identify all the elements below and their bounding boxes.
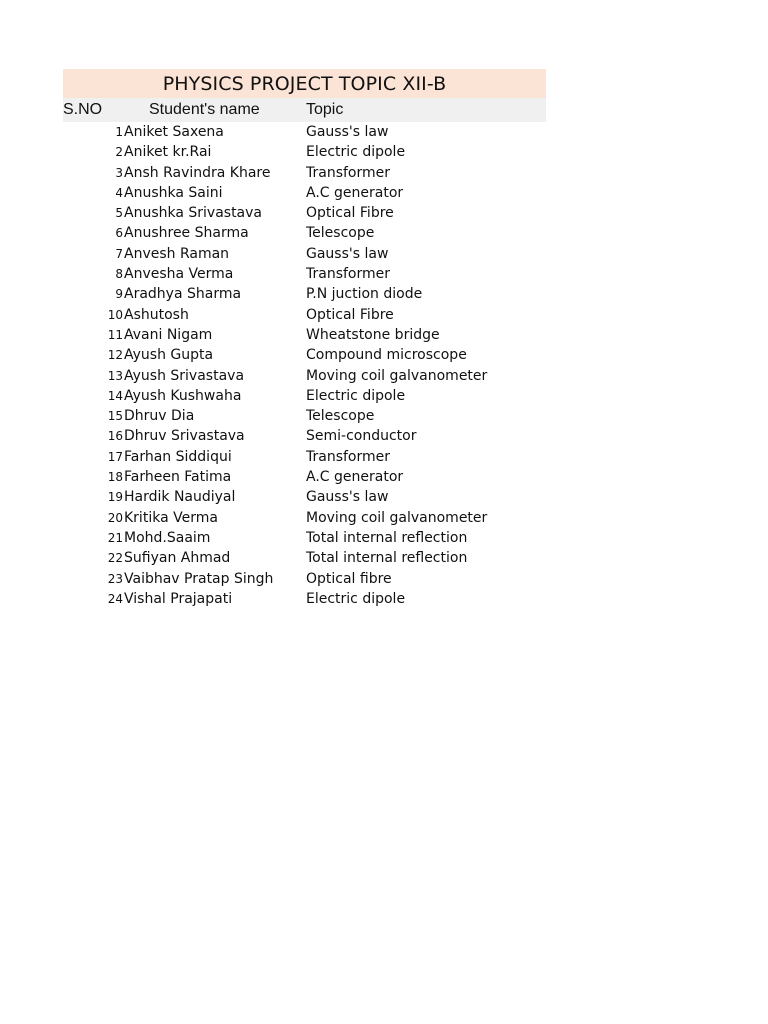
table-row <box>63 569 546 589</box>
project-topic: Moving coil galvanometer <box>306 367 488 384</box>
table-row <box>63 426 546 446</box>
sheet-title: PHYSICS PROJECT TOPIC XII-B <box>63 69 546 98</box>
student-name: Aniket Saxena <box>124 124 224 140</box>
serial-number: 3 <box>115 165 123 180</box>
project-topic: Optical Fibre <box>306 306 394 323</box>
project-topic: P.N juction diode <box>306 286 423 303</box>
student-name: Mohd.Saaim <box>124 529 211 546</box>
project-topic: A.C generator <box>306 469 404 486</box>
project-topic: Total internal reflection <box>306 550 468 567</box>
student-name: Anvesha Verma <box>124 266 234 283</box>
serial-number: 4 <box>115 185 123 200</box>
table-row <box>63 548 546 568</box>
project-topic: Gauss's law <box>306 124 389 140</box>
table-row <box>63 589 546 609</box>
student-name: Ashutosh <box>124 306 189 323</box>
student-name: Avani Nigam <box>124 326 213 343</box>
serial-number: 23 <box>107 571 123 586</box>
topic-column-header: Topic <box>306 101 344 118</box>
serial-number: 13 <box>107 368 123 383</box>
serial-number: 7 <box>115 246 123 261</box>
student-name: Anushka Srivastava <box>124 205 263 222</box>
project-topic: Transformer <box>306 448 391 465</box>
project-topic-sheet <box>63 69 546 609</box>
project-topic: Telescope <box>306 225 375 242</box>
student-name: Dhruv Dia <box>124 408 195 425</box>
serial-number: 18 <box>107 470 123 485</box>
serial-number: 21 <box>107 530 123 545</box>
project-topic: Semi-conductor <box>306 428 417 445</box>
column-header-row <box>63 98 546 122</box>
project-topic: Transformer <box>306 266 391 283</box>
student-name: Ayush Srivastava <box>124 367 245 384</box>
table-row <box>63 386 546 406</box>
student-name: Vaibhav Pratap Singh <box>124 570 274 587</box>
student-name: Farheen Fatima <box>124 469 232 486</box>
project-topic: Gauss's law <box>306 245 389 262</box>
student-name: Farhan Siddiqui <box>124 448 232 465</box>
project-topic: Electric dipole <box>306 144 406 161</box>
student-name: Anushree Sharma <box>124 225 249 242</box>
student-name: Hardik Naudiyal <box>124 489 236 506</box>
serial-number: 14 <box>107 388 123 403</box>
table-row <box>63 508 546 528</box>
project-topic: Moving coil galvanometer <box>306 509 488 526</box>
serial-number: 10 <box>107 307 123 322</box>
table-row <box>63 244 546 264</box>
student-rows <box>63 122 546 609</box>
student-name: Ayush Kushwaha <box>124 387 242 404</box>
project-topic: A.C generator <box>306 184 404 201</box>
serial-number: 22 <box>107 551 123 566</box>
serial-number: 6 <box>115 226 123 241</box>
serial-number: 8 <box>115 267 123 282</box>
table-row <box>63 366 546 386</box>
student-name: Kritika Verma <box>124 509 218 526</box>
table-row <box>63 264 546 284</box>
student-name: Anvesh Raman <box>124 245 230 262</box>
student-name: Aradhya Sharma <box>124 286 242 303</box>
sno-column-header: S.NO <box>63 101 103 118</box>
table-row <box>63 345 546 365</box>
table-row <box>63 467 546 487</box>
table-row <box>63 406 546 426</box>
student-name: Ayush Gupta <box>124 347 214 364</box>
table-row <box>63 223 546 243</box>
student-name: Vishal Prajapati <box>124 590 233 607</box>
project-topic: Wheatstone bridge <box>306 326 440 343</box>
table-row <box>63 203 546 223</box>
table-row <box>63 142 546 162</box>
serial-number: 16 <box>107 429 123 444</box>
serial-number: 1 <box>115 125 123 139</box>
project-topic: Optical fibre <box>306 570 392 587</box>
project-topic: Electric dipole <box>306 590 406 607</box>
serial-number: 24 <box>107 591 123 606</box>
project-topic: Optical Fibre <box>306 205 394 222</box>
project-topic: Telescope <box>306 408 375 425</box>
serial-number: 9 <box>115 287 123 302</box>
table-row <box>63 305 546 325</box>
student-name: Sufiyan Ahmad <box>124 550 231 567</box>
serial-number: 5 <box>115 206 123 221</box>
project-topic: Electric dipole <box>306 387 406 404</box>
project-topic: Gauss's law <box>306 489 389 506</box>
table-row <box>63 183 546 203</box>
serial-number: 12 <box>107 348 123 363</box>
project-topic: Total internal reflection <box>306 529 468 546</box>
student-name: Anushka Saini <box>124 184 223 201</box>
project-topic: Transformer <box>306 164 391 181</box>
serial-number: 11 <box>107 327 123 342</box>
table-row <box>63 447 546 467</box>
serial-number: 19 <box>107 490 123 505</box>
table-row <box>63 284 546 304</box>
serial-number: 15 <box>107 409 123 424</box>
student-name: Dhruv Srivastava <box>124 428 245 445</box>
table-row <box>63 163 546 183</box>
serial-number: 20 <box>107 510 123 525</box>
serial-number: 2 <box>115 145 123 160</box>
serial-number: 17 <box>107 449 123 464</box>
table-row <box>63 487 546 507</box>
project-topic: Compound microscope <box>306 347 467 364</box>
table-row <box>63 325 546 345</box>
student-name: Ansh Ravindra Khare <box>124 164 271 181</box>
student-name-column-header: Student's name <box>149 101 260 118</box>
student-name: Aniket kr.Rai <box>124 144 212 161</box>
table-row <box>63 528 546 548</box>
table-row <box>63 122 546 142</box>
